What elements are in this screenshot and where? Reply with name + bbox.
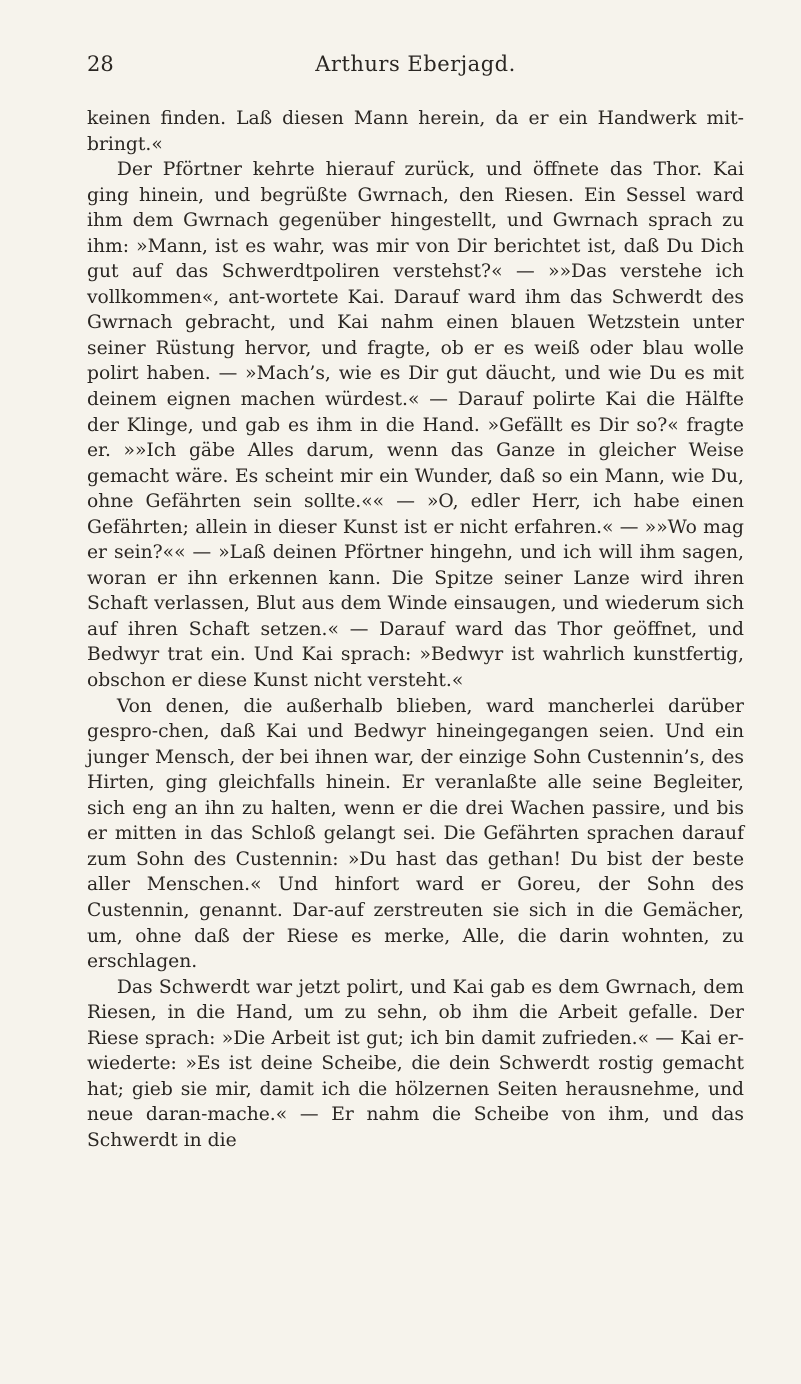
page-number: 28 bbox=[87, 52, 114, 76]
running-title: Arthurs Eberjagd. bbox=[315, 52, 516, 76]
paragraph-2: Der Pförtner kehrte hierauf zurück, und öffnete das Thor. Kai ging hinein, und begrüßte Gwrnach, den Riesen. Ein Sessel ward ihm dem Gwrnach gegenüber hingestellt, und Gwrnach sprach zu ihm: »Mann, ist es wahr, was mir von Dir berichtet ist, daß Du Dich gut auf das Schwerdtpoliren verstehst?« — »»Das verstehe ich vollkommen«, ant-wortete Kai. Darauf ward ihm das Schwerdt des Gwrnach gebracht, und Kai nahm einen blauen Wetzstein unter seiner Rüstung hervor, und fragte, ob er es weiß oder blau wolle polirt haben. — »Mach’s, wie es Dir gut däucht, und wie Du es mit deinem eignen machen würdest.« — Darauf polirte Kai die Hälfte der Klinge, und gab es ihm in die Hand. »Gefällt es Dir so?« fragte er. »»Ich gäbe Alles darum, wenn das Ganze in gleicher Weise gemacht wäre. Es scheint mir ein Wunder, daß so ein Mann, wie Du, ohne Gefährten sein sollte.«« — »O, edler Herr, ich habe einen Gefährten; allein in dieser Kunst ist er nicht erfahren.« — »»Wo mag er sein?«« — »Laß deinen Pförtner hingehn, und ich will ihm sagen, woran er ihn erkennen kann. Die Spitze seiner Lanze wird ihren Schaft verlassen, Blut aus dem Winde einsaugen, und wiederum sich auf ihren Schaft setzen.« — Darauf ward das Thor geöffnet, und Bedwyr trat ein. Und Kai sprach: »Bedwyr ist wahrlich kunstfertig, obschon er diese Kunst nicht versteht.« bbox=[87, 159, 744, 692]
paragraph-1: keinen finden. Laß diesen Mann herein, da er ein Handwerk mit-bringt.« bbox=[87, 108, 744, 155]
body-text bbox=[87, 106, 744, 1153]
paragraph-4: Das Schwerdt war jetzt polirt, und Kai gab es dem Gwrnach, dem Riesen, in die Hand, um zu sehn, ob ihm die Arbeit gefalle. Der Riese sprach: »Die Arbeit ist gut; ich bin damit zufrieden.« — Kai er-wiederte: »Es ist deine Scheibe, die dein Schwerdt rostig gemacht hat; gieb sie mir, damit ich die hölzernen Seiten herausnehme, und neue daran-mache.« — Er nahm die Scheibe von ihm, und das Schwerdt in die bbox=[87, 976, 744, 1151]
running-header bbox=[87, 44, 744, 84]
paragraph-3: Von denen, die außerhalb blieben, ward mancherlei darüber gespro-chen, daß Kai und Bedwyr hineingegangen seien. Und ein junger Mensch, der bei ihnen war, der einzige Sohn Custennin’s, des Hirten, ging gleichfalls hinein. Er veranlaßte alle seine Begleiter, sich eng an ihn zu halten, wenn er die drei Wachen passire, und bis er mitten in das Schloß gelangt sei. Die Gefährten sprachen darauf zum Sohn des Custennin: »Du hast das gethan! Du bist der beste aller Menschen.« Und hinfort ward er Goreu, der Sohn des Custennin, genannt. Dar-auf zerstreuten sie sich in die Gemächer, um, ohne daß der Riese es merke, Alle, die darin wohnten, zu erschlagen. bbox=[87, 695, 744, 973]
